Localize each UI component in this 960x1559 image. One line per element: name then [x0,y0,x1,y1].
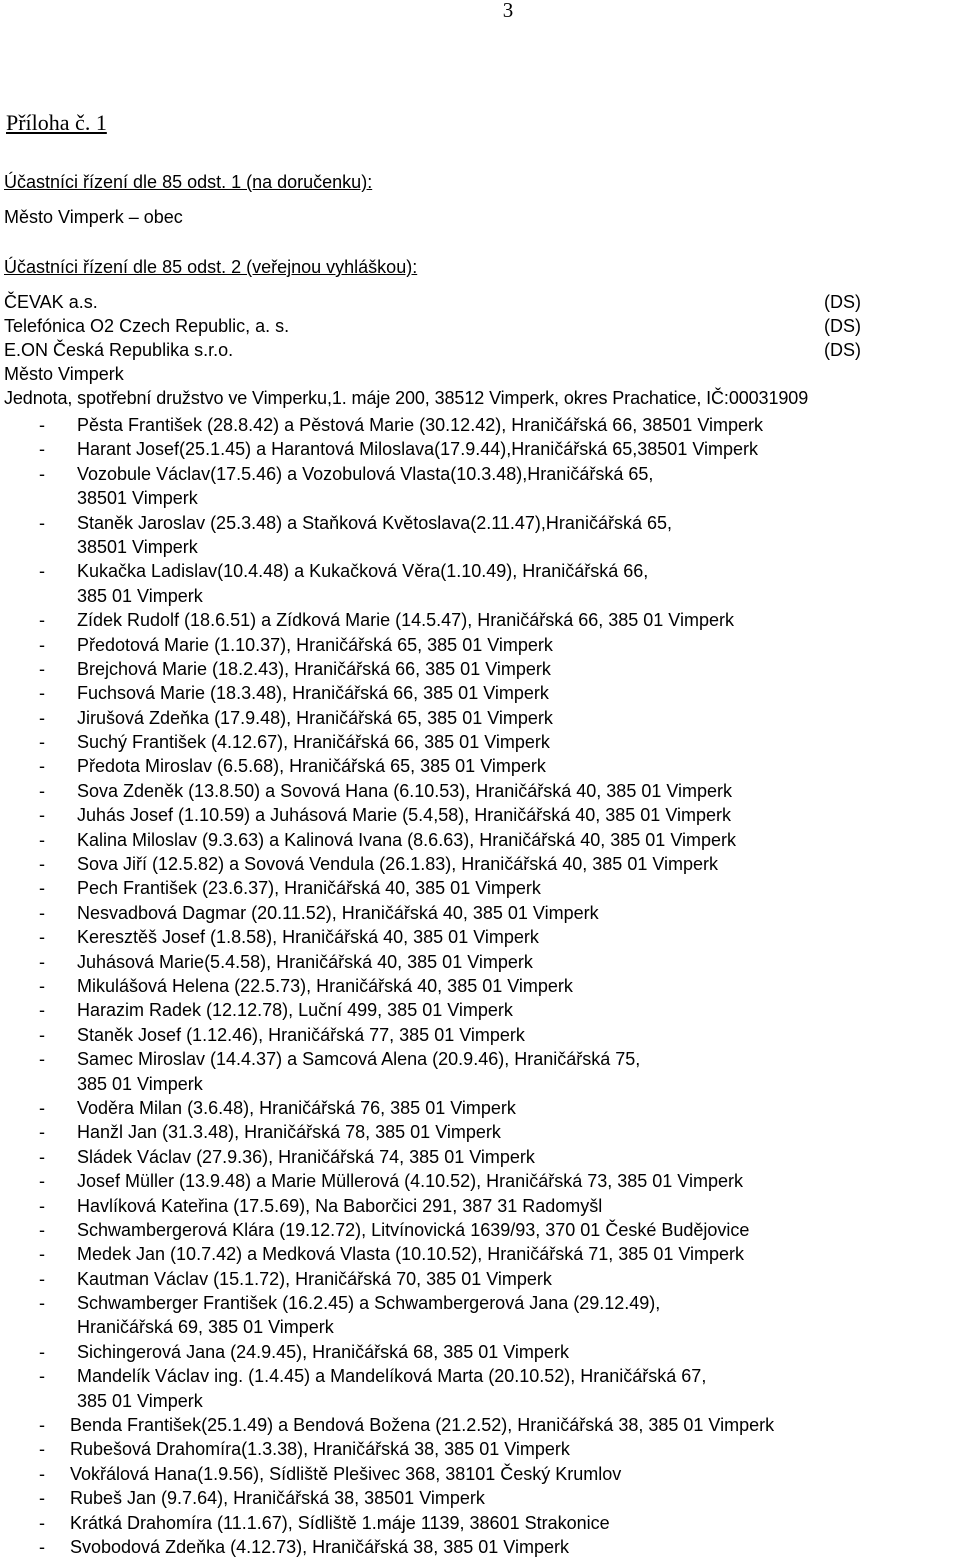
owner-text: Kautman Václav (15.1.72), Hraničářská 70, 385 01 Vimperk [77,1268,552,1289]
list-item [0,852,960,876]
list-dash: - [39,683,45,704]
owner-text: Juhásová Marie(5.4.58), Hraničářská 40, 385 01 Vimperk [77,951,533,972]
list-dash: - [39,1463,45,1484]
owner-text: Jirušová Zdeňka (17.9.48), Hraničářská 65, 385 01 Vimperk [77,707,553,728]
list-dash: - [39,707,45,728]
owner-text: Vokřálová Hana(1.9.56), Sídliště Plešivec 368, 38101 Český Krumlov [70,1463,622,1484]
owner-text: Hanžl Jan (31.3.48), Hraničářská 78, 385 01 Vimperk [77,1122,501,1143]
participant-name: Město Vimperk [4,364,124,384]
participant-name: Jednota, spotřební družstvo ve Vimperku,1. máje 200, 38512 Vimperk, okres Prachatice, IČ:00031909 [4,388,809,408]
owner-text: Schwamberger František (16.2.45) a Schwambergerová Jana (29.12.49), [77,1293,661,1314]
list-dash: - [39,1341,45,1362]
list-item [0,559,960,583]
list-item [0,998,960,1022]
list-item-continuation [0,584,960,608]
list-dash: - [39,463,45,484]
ds-tag: (DS) [824,340,861,360]
owner-text: Sova Zdeněk (13.8.50) a Sovová Hana (6.10.53), Hraničářská 40, 385 01 Vimperk [77,780,733,801]
list-item [0,803,960,827]
list-item [0,1413,960,1437]
participant-name: Telefónica O2 Czech Republic, a. s. [4,316,290,336]
list-item [0,706,960,730]
list-dash: - [39,1195,45,1216]
list-item-continuation [0,1389,960,1413]
ds-tag: (DS) [824,316,861,336]
owner-text: 385 01 Vimperk [77,585,203,606]
owner-text: Havlíková Kateřina (17.5.69), Na Baborčici 291, 387 31 Radomyšl [77,1195,603,1216]
owner-text: Pech František (23.6.37), Hraničářská 40, 385 01 Vimperk [77,878,541,899]
list-item [0,730,960,754]
list-dash: - [39,1244,45,1265]
list-item [0,511,960,535]
list-dash: - [39,878,45,899]
list-item-continuation [0,1072,960,1096]
ds-tag: (DS) [824,292,861,312]
owner-text: Rubeš Jan (9.7.64), Hraničářská 38, 38501 Vimperk [70,1488,485,1509]
owner-text: Kalina Miloslav (9.3.63) a Kalinová Ivana (8.6.63), Hraničářská 40, 385 01 Vimperk [77,829,737,850]
list-dash: - [39,805,45,826]
list-item [0,1340,960,1364]
list-dash: - [39,512,45,533]
list-item [0,1267,960,1291]
list-item [0,1462,960,1486]
list-item [0,1096,960,1120]
list-dash: - [39,1122,45,1143]
list-item [0,1023,960,1047]
list-item [0,779,960,803]
list-item [0,1511,960,1535]
list-item-continuation [0,535,960,559]
owner-text: Fuchsová Marie (18.3.48), Hraničářská 66, 385 01 Vimperk [77,683,549,704]
list-dash: - [39,1268,45,1289]
list-dash: - [39,1536,45,1557]
list-item [0,1120,960,1144]
list-item [0,1218,960,1242]
list-item [0,437,960,461]
list-item [0,1169,960,1193]
list-dash: - [39,1146,45,1167]
list-dash: - [39,854,45,875]
owner-text: Harant Josef(25.1.45) a Harantová Miloslava(17.9.44),Hraničářská 65,38501 Vimperk [77,439,759,460]
list-item [0,1145,960,1169]
list-item [0,1194,960,1218]
list-item [0,950,960,974]
list-dash: - [39,439,45,460]
list-item [0,974,960,998]
list-dash: - [39,756,45,777]
list-item [0,1437,960,1461]
owner-text: 38501 Vimperk [77,536,198,557]
owner-text: Kukačka Ladislav(10.4.48) a Kukačková Věra(1.10.49), Hraničářská 66, [77,561,649,582]
owner-text: Rubešová Drahomíra(1.3.38), Hraničářská 38, 385 01 Vimperk [70,1439,570,1460]
owner-text: 385 01 Vimperk [77,1390,203,1411]
list-dash: - [39,1024,45,1045]
list-dash: - [39,1049,45,1070]
list-item [0,413,960,437]
list-item [0,633,960,657]
owner-text: Předota Miroslav (6.5.68), Hraničářská 65, 385 01 Vimperk [77,756,546,777]
list-dash: - [39,902,45,923]
list-dash: - [39,975,45,996]
participant-name: E.ON Česká Republika s.r.o. [4,340,234,360]
owner-text: Staněk Josef (1.12.46), Hraničářská 77, 385 01 Vimperk [77,1024,525,1045]
page-number: 3 [502,0,514,22]
owner-text: Samec Miroslav (14.4.37) a Samcová Alena (20.9.46), Hraničářská 75, [77,1049,641,1070]
owners-list [0,413,960,1559]
owner-text: Mandelík Václav ing. (1.4.45) a Mandelíková Marta (20.10.52), Hraničářská 67, [77,1366,707,1387]
list-item [0,608,960,632]
list-dash: - [39,1171,45,1192]
list-dash: - [39,1488,45,1509]
owner-text: Pěsta František (28.8.42) a Pěstová Marie (30.12.42), Hraničářská 66, 38501 Vimperk [77,415,764,435]
participant-name: ČEVAK a.s. [4,292,98,312]
list-dash: - [39,1439,45,1460]
owner-text: Mikulášová Helena (22.5.73), Hraničářská 40, 385 01 Vimperk [77,975,573,996]
owner-text: Josef Müller (13.9.48) a Marie Müllerová (4.10.52), Hraničářská 73, 385 01 Vimperk [77,1171,743,1192]
owner-text: Zídek Rudolf (18.6.51) a Zídková Marie (14.5.47), Hraničářská 66, 385 01 Vimperk [77,610,734,631]
list-dash: - [39,780,45,801]
list-item [0,925,960,949]
owner-text: Brejchová Marie (18.2.43), Hraničářská 66, 385 01 Vimperk [77,658,551,679]
list-dash: - [39,610,45,631]
annex-heading: Příloha č. 1 [6,110,107,135]
owner-text: Juhás Josef (1.10.59) a Juhásová Marie (5.4,58), Hraničářská 40, 385 01 Vimperk [77,805,732,826]
list-dash: - [39,1415,45,1436]
list-item [0,1047,960,1071]
list-item [0,876,960,900]
list-dash: - [39,1000,45,1021]
list-item [0,1535,960,1559]
owner-text: Suchý František (4.12.67), Hraničářská 66, 385 01 Vimperk [77,732,550,753]
owner-text: Schwambergerová Klára (19.12.72), Litvínovická 1639/93, 370 01 České Budějovice [77,1219,750,1240]
list-dash: - [39,951,45,972]
owner-text: Keresztěš Josef (1.8.58), Hraničářská 40, 385 01 Vimperk [77,927,539,948]
owner-text: Hraničářská 69, 385 01 Vimperk [77,1317,334,1338]
list-dash: - [39,1512,45,1533]
owner-text: Vozobule Václav(17.5.46) a Vozobulová Vlasta(10.3.48),Hraničářská 65, [77,463,654,484]
list-dash: - [39,658,45,679]
owner-text: Harazim Radek (12.12.78), Luční 499, 385 01 Vimperk [77,1000,513,1021]
list-dash: - [39,634,45,655]
owner-text: Staněk Jaroslav (25.3.48) a Staňková Květoslava(2.11.47),Hraničářská 65, [77,512,672,533]
list-dash: - [39,1097,45,1118]
list-dash: - [39,415,45,435]
owner-text: Krátká Drahomíra (11.1.67), Sídliště 1.máje 1139, 38601 Strakonice [70,1512,610,1533]
list-dash: - [39,1219,45,1240]
list-item [0,462,960,486]
list-item [0,657,960,681]
section2-title: Účastníci řízení dle 85 odst. 2 (veřejnou vyhláškou): [4,257,418,277]
owner-text: Medek Jan (10.7.42) a Medková Vlasta (10.10.52), Hraničářská 71, 385 01 Vimperk [77,1244,745,1265]
list-dash: - [39,1293,45,1314]
list-item [0,1486,960,1510]
list-item [0,681,960,705]
owner-text: Voděra Milan (3.6.48), Hraničářská 76, 385 01 Vimperk [77,1097,516,1118]
owner-text: 38501 Vimperk [77,488,198,509]
list-item-continuation [0,486,960,510]
section1-title: Účastníci řízení dle 85 odst. 1 (na doručenku): [4,172,373,192]
owner-text: Sichingerová Jana (24.9.45), Hraničářská 68, 385 01 Vimperk [77,1341,569,1362]
list-dash: - [39,732,45,753]
owner-text: Svobodová Zdeňka (4.12.73), Hraničářská 38, 385 01 Vimperk [70,1536,569,1557]
list-item [0,1291,960,1315]
section1-entry: Město Vimperk – obec [4,207,183,227]
owner-text: 385 01 Vimperk [77,1073,203,1094]
list-dash: - [39,927,45,948]
list-item [0,754,960,778]
owner-text: Sova Jiří (12.5.82) a Sovová Vendula (26.1.83), Hraničářská 40, 385 01 Vimperk [77,854,719,875]
owner-text: Nesvadbová Dagmar (20.11.52), Hraničářská 40, 385 01 Vimperk [77,902,599,923]
list-item [0,828,960,852]
list-dash: - [39,829,45,850]
owner-text: Předotová Marie (1.10.37), Hraničářská 65, 385 01 Vimperk [77,634,553,655]
owner-text: Sládek Václav (27.9.36), Hraničářská 74, 385 01 Vimperk [77,1146,535,1167]
list-item [0,1242,960,1266]
list-item [0,901,960,925]
list-dash: - [39,561,45,582]
list-dash: - [39,1366,45,1387]
owner-text: Benda František(25.1.49) a Bendová Božena (21.2.52), Hraničářská 38, 385 01 Vimperk [70,1415,775,1436]
list-item-continuation [0,1315,960,1339]
list-item [0,1364,960,1388]
